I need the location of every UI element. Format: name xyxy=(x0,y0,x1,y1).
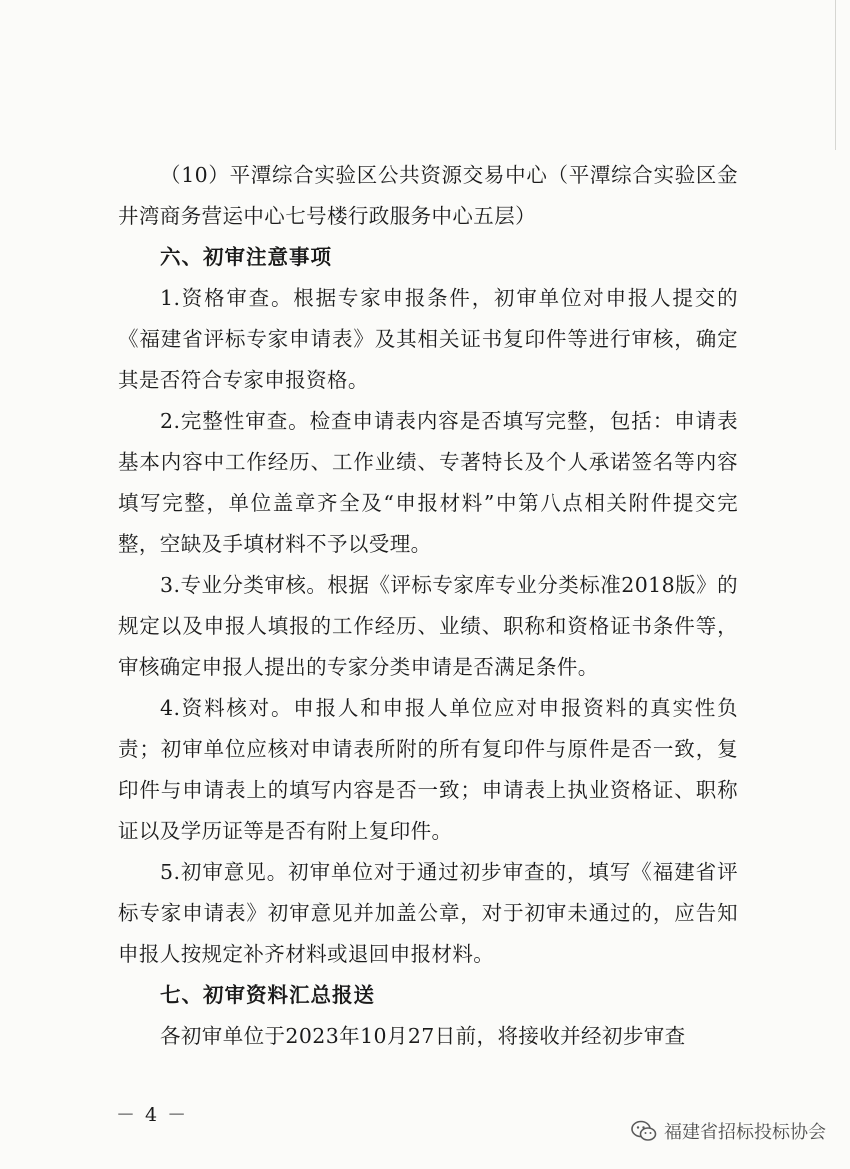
scan-edge-line xyxy=(835,0,836,150)
watermark-text: 福建省招标投标协会 xyxy=(664,1122,826,1143)
paragraph-submission: 各初审单位于2023年10月27日前，将接收并经初步审查 xyxy=(160,1024,686,1048)
page-number: － 4 － xyxy=(116,1104,189,1126)
paragraph-category-review: 3.专业分类审核。根据《评标专家库专业分类标准2018版》的规定以及申报人填报的工作经历、业绩、职称和资格证书条件等，审核确定申报人提出的专家分类申请是否满足条件。 xyxy=(118,573,738,679)
paragraph-document-check: 4.资料核对。申报人和申报人单位应对申报资料的真实性负责；初审单位应核对申请表所附的所有复印件与原件是否一致，复印件与申请表上的填写内容是否一致；申请表上执业资格证、职称证以及学历证等是否有附上复印件。 xyxy=(118,696,738,843)
paragraph-initial-opinion: 5.初审意见。初审单位对于通过初步审查的，填写《福建省评标专家申请表》初审意见并加盖公章，对于初审未通过的，应告知申报人按规定补齐材料或退回申报材料。 xyxy=(118,860,738,966)
wechat-icon xyxy=(630,1119,658,1143)
paragraph-address-10: （10）平潭综合实验区公共资源交易中心（平潭综合实验区金井湾商务营运中心七号楼行政服务中心五层） xyxy=(118,163,738,228)
paragraph-qualification-review: 1.资格审查。根据专家申报条件，初审单位对申报人提交的《福建省评标专家申请表》及其相关证书复印件等进行审核，确定其是否符合专家申报资格。 xyxy=(118,286,738,392)
section-heading-6: 六、初审注意事项 xyxy=(160,245,332,269)
document-body xyxy=(118,155,738,1057)
watermark xyxy=(630,1118,826,1144)
paragraph-completeness-review: 2.完整性审查。检查申请表内容是否填写完整，包括：申请表基本内容中工作经历、工作业绩、专著特长及个人承诺签名等内容填写完整，单位盖章齐全及“申报材料”中第八点相关附件提交完整，空缺及手填材料不予以受理。 xyxy=(118,409,738,556)
section-heading-7: 七、初审资料汇总报送 xyxy=(160,983,375,1007)
